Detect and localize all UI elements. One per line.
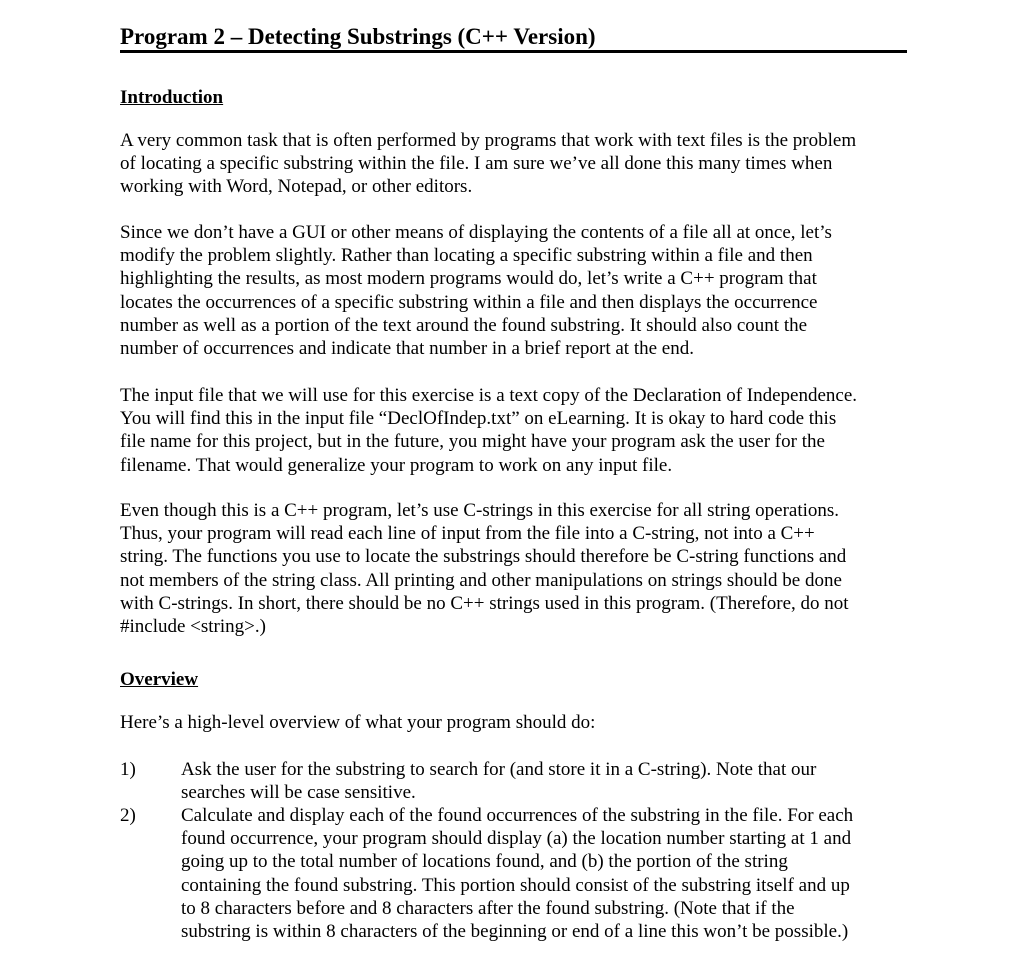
page-title: Program 2 – Detecting Substrings (C++ Version)	[120, 24, 596, 49]
text-line: not members of the string class. All printing and other manipulations on strings should be done	[120, 569, 842, 591]
text-line: containing the found substring. This portion should consist of the substring itself and up	[181, 874, 850, 896]
text-line: found occurrence, your program should display (a) the location number starting at 1 and	[181, 828, 852, 850]
list-item-number: 1)	[120, 759, 136, 780]
text-line: substring is within 8 characters of the beginning or end of a line this won’t be possible.)	[181, 920, 849, 942]
text-line: searches will be case sensitive.	[181, 782, 416, 804]
text-line: The input file that we will use for this exercise is a text copy of the Declaration of Independence.	[120, 385, 858, 406]
intro-paragraph-3	[120, 384, 910, 477]
text-line: filename. That would generalize your program to work on any input file.	[120, 454, 673, 476]
title-divider	[120, 50, 907, 53]
text-line: of locating a specific substring within the file. I am sure we’ve all done this many times when	[120, 153, 833, 175]
text-line: number as well as a portion of the text around the found substring. It should also count the	[120, 314, 808, 336]
text-line: Ask the user for the substring to search for (and store it in a C-string). Note that our	[181, 759, 817, 780]
text-line: Calculate and display each of the found occurrences of the substring in the file. For each	[181, 805, 854, 826]
list-item-number: 2)	[120, 805, 136, 826]
text-line: Here’s a high-level overview of what your program should do:	[120, 712, 596, 733]
list-item-text	[181, 804, 910, 943]
text-line: locates the occurrences of a specific substring within a file and then displays the occurrence	[120, 291, 818, 313]
overview-intro	[120, 711, 910, 734]
text-line: Since we don’t have a GUI or other means of displaying the contents of a file all at once, let’s	[120, 222, 832, 243]
introduction-heading: Introduction	[120, 87, 224, 108]
text-line: highlighting the results, as most modern programs would do, let’s write a C++ program that	[120, 268, 817, 290]
text-line: going up to the total number of locations found, and (b) the portion of the string	[181, 851, 788, 873]
text-line: string. The functions you use to locate the substrings should therefore be C-string functions and	[120, 546, 847, 568]
intro-paragraph-2	[120, 221, 910, 360]
intro-paragraph-1	[120, 129, 910, 199]
text-line: You will find this in the input file “DeclOfIndep.txt” on eLearning. It is okay to hard code this	[120, 408, 837, 430]
text-line: working with Word, Notepad, or other editors.	[120, 176, 473, 198]
text-line: A very common task that is often performed by programs that work with text files is the problem	[120, 130, 857, 151]
text-line: Thus, your program will read each line of input from the file into a C-string, not into a C++	[120, 523, 815, 545]
text-line: #include <string>.)	[120, 615, 266, 637]
overview-heading: Overview	[120, 669, 199, 690]
text-line: file name for this project, but in the future, you might have your program ask the user for the	[120, 431, 825, 453]
text-line: with C-strings. In short, there should be no C++ strings used in this program. (Therefore, do not	[120, 592, 849, 614]
intro-paragraph-4	[120, 499, 910, 638]
text-line: to 8 characters before and 8 characters after the found substring. (Note that if the	[181, 897, 795, 919]
text-line: number of occurrences and indicate that number in a brief report at the end.	[120, 337, 694, 359]
text-line: modify the problem slightly. Rather than locating a specific substring within a file and then	[120, 245, 813, 267]
text-line: Even though this is a C++ program, let’s use C-strings in this exercise for all string operations.	[120, 500, 840, 521]
list-item-text	[181, 758, 910, 804]
